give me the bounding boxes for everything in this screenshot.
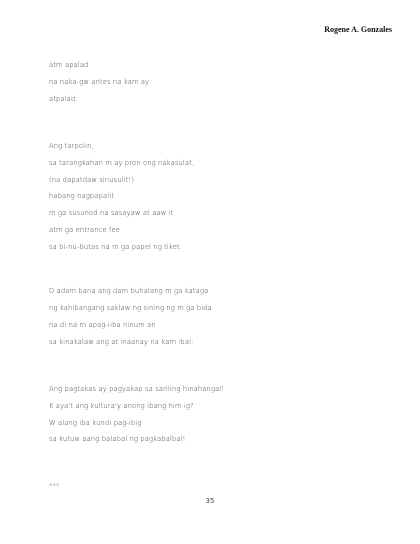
poem-line: D adam bana ang dam buhalang m ga kataga: [49, 287, 209, 296]
poem-line: sa tarangkahan m ay pron ong nakasulat,: [49, 158, 195, 167]
stanza-4: [49, 381, 379, 449]
poem-line: K aya't ang kultura'y anong ibang him ig?: [49, 401, 194, 410]
poem-line: W alang iba kundi pag-ibig: [49, 418, 142, 427]
page-number: 35: [205, 497, 215, 505]
stanza-3: [49, 283, 379, 351]
poem-line: m ga susunod na sasayaw at aaw it: [49, 209, 174, 218]
poem-line: atm ga entrance fee: [49, 226, 121, 235]
poem-body: [49, 57, 379, 523]
poem-line: (na dapatdaw sinusulit!): [49, 175, 135, 184]
poem-line: Ang pagtakas ay pagyakap sa sariling hinahangal!: [49, 384, 225, 393]
poem-line: na di na m apag-iiba ninum an: [49, 320, 156, 329]
asterism: ***: [49, 482, 60, 491]
poem-line: sa bi-nu-butas na m ga papel ng tiket.: [49, 243, 183, 252]
stanza-2: [49, 138, 379, 256]
poem-line: atm apalad: [49, 61, 89, 69]
poem-line: habang nagpapalit: [49, 192, 114, 201]
poem-line: sa kinakalaw ang at inaanay na kam ibal:: [49, 337, 194, 346]
poem-line: na naka-gw antes na kam ay: [49, 77, 150, 86]
poem-line: atpalad:: [49, 94, 78, 103]
running-header-author: Rogene A. Gonzales: [324, 25, 392, 34]
poem-line: ng kahibangang saklaw ng sining ng m ga bida: [49, 303, 212, 312]
stanza-1: [49, 57, 379, 108]
poem-line: Ang tarpolin,: [49, 141, 94, 150]
section-break: [49, 478, 379, 495]
poem-line: sa kutuw aang balabal ng pagkabalbal!: [49, 435, 186, 444]
